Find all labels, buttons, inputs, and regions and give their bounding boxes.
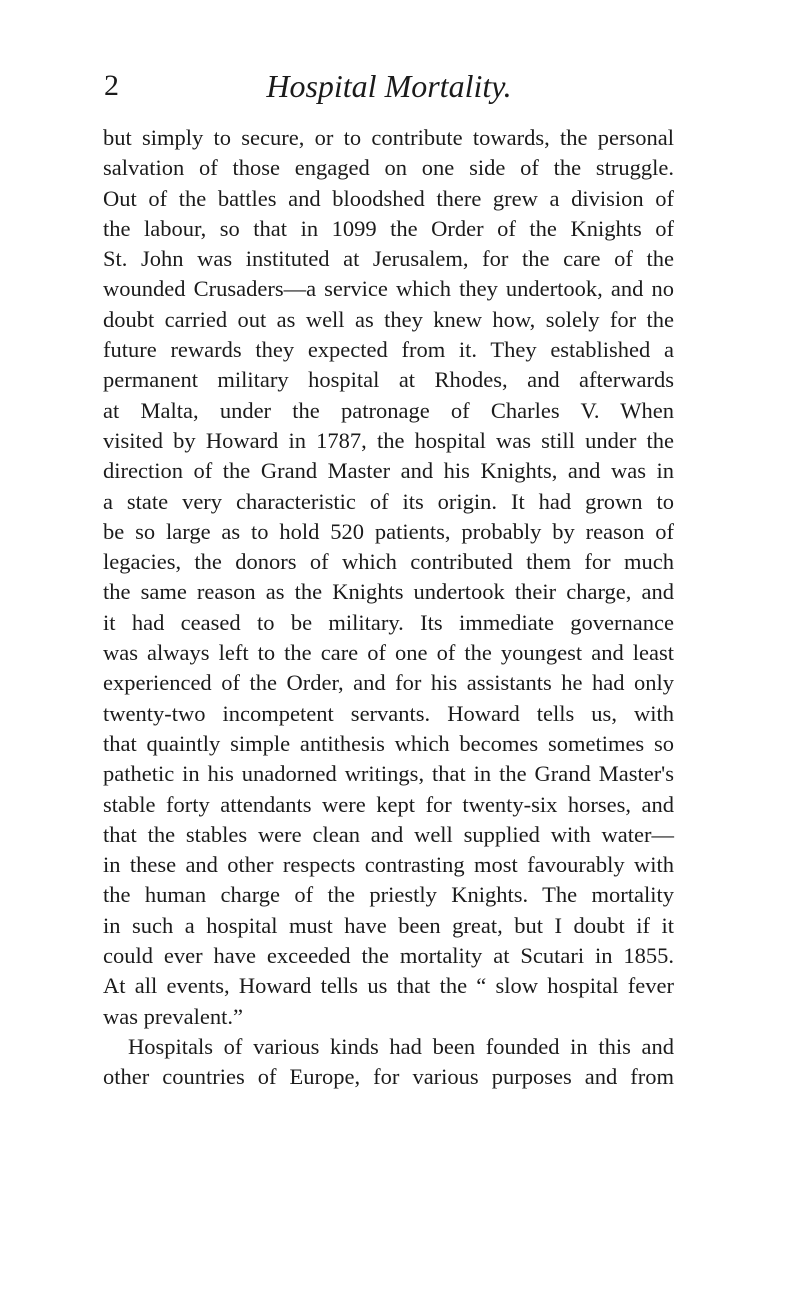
text-line: but simply to secure, or to contribute towards, the personal — [103, 125, 674, 150]
text-line: salvation of those engaged on one side of the struggle. — [103, 155, 674, 181]
text-line: visited by Howard in 1787, the hospital was still under the — [103, 427, 674, 453]
text-line: At all events, Howard tells us that the “ slow hospital fever — [103, 973, 674, 999]
text-line: be so large as to hold 520 patients, probably by reason of — [103, 518, 674, 544]
running-title: Hospital Mortality. — [266, 68, 512, 104]
text-line: the labour, so that in 1099 the Order of the Knights of — [103, 215, 674, 241]
text-line: permanent military hospital at Rhodes, and afterwards — [103, 367, 674, 393]
page-number: 2 — [104, 69, 119, 102]
text-line: doubt carried out as well as they knew how, solely for the — [103, 306, 674, 332]
text-line: at Malta, under the patronage of Charles V. When — [103, 397, 674, 423]
text-line: experienced of the Order, and for his assistants he had only — [103, 670, 674, 696]
text-line: St. John was instituted at Jerusalem, for the care of the — [103, 246, 674, 272]
text-line: it had ceased to be military. Its immediate governance — [103, 609, 674, 635]
running-header — [104, 66, 674, 106]
text-line: could ever have exceeded the mortality at Scutari in 1855. — [103, 943, 674, 969]
text-line: other countries of Europe, for various purposes and from — [103, 1064, 674, 1090]
text-line: pathetic in his unadorned writings, that in the Grand Master's — [103, 761, 674, 787]
text-line: in such a hospital must have been great, but I doubt if it — [103, 912, 674, 938]
text-line: wounded Crusaders—a service which they undertook, and no — [103, 276, 674, 302]
paragraph-start-line: Hospitals of various kinds had been founded in this and — [128, 1033, 674, 1059]
text-line: legacies, the donors of which contributed them for much — [103, 549, 674, 575]
text-line: the human charge of the priestly Knights. The mortality — [103, 882, 674, 908]
text-line: in these and other respects contrasting most favourably with — [103, 852, 674, 878]
text-line: that quaintly simple antithesis which becomes sometimes so — [103, 730, 674, 756]
text-line: a state very characteristic of its origin. It had grown to — [103, 488, 674, 514]
text-line: stable forty attendants were kept for twenty-six horses, and — [103, 791, 674, 817]
text-line: direction of the Grand Master and his Knights, and was in — [103, 458, 674, 484]
text-line: the same reason as the Knights undertook their charge, and — [103, 579, 674, 605]
text-line: twenty-two incompetent servants. Howard tells us, with — [103, 700, 674, 726]
text-line: future rewards they expected from it. They established a — [103, 337, 674, 363]
text-line: that the stables were clean and well supplied with water— — [103, 821, 674, 847]
text-line: Out of the battles and bloodshed there grew a division of — [103, 185, 674, 211]
text-line: was always left to the care of one of the youngest and least — [103, 640, 674, 666]
body-text — [103, 123, 674, 1093]
paragraph-end-line: was prevalent.” — [103, 1003, 243, 1029]
